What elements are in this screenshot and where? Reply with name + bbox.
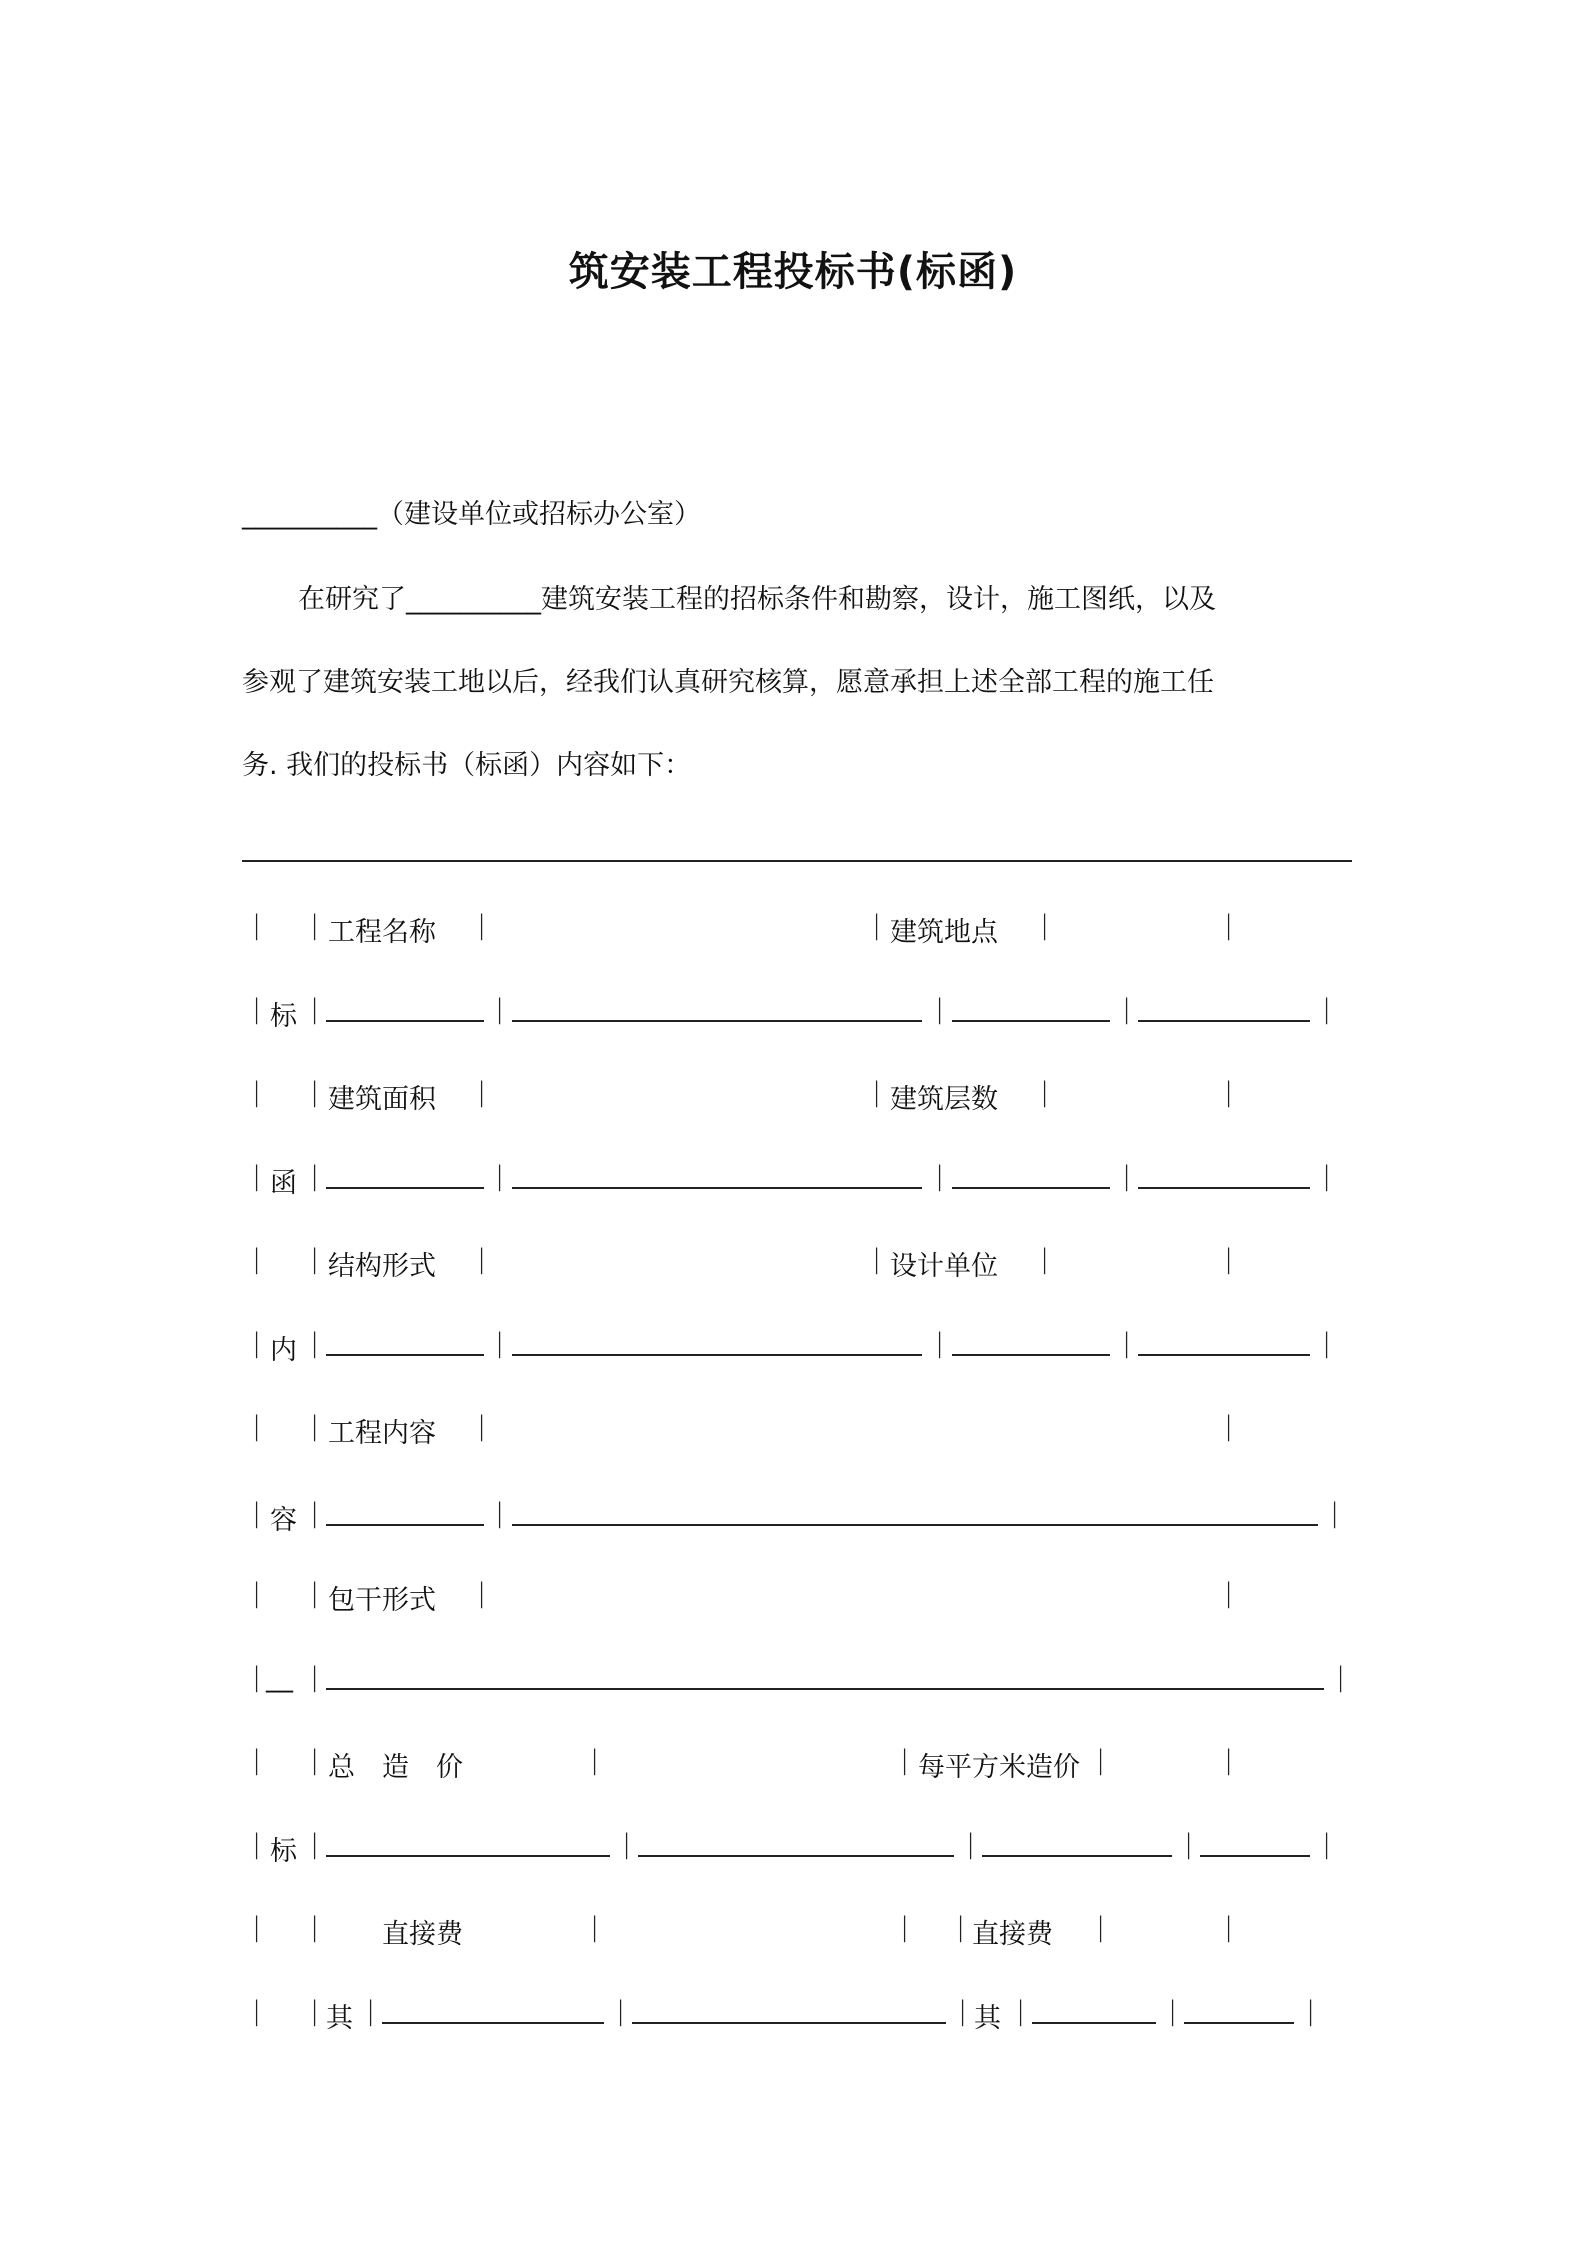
- row-separator: |: [252, 1498, 262, 1529]
- row-separator: |: [310, 1996, 320, 2027]
- row-separator: |: [590, 1912, 600, 1943]
- row-separator: |: [310, 1244, 320, 1275]
- side-label: 容: [270, 1505, 297, 1536]
- field-direct-cost-2-label: 直接费: [972, 1919, 1053, 1950]
- blank-field: [952, 1354, 1110, 1356]
- blank-field: [326, 1524, 484, 1526]
- row-separator: |: [900, 1745, 910, 1776]
- row-separator: |: [1096, 1912, 1106, 1943]
- row-separator: |: [1122, 994, 1132, 1025]
- row-separator: |: [1184, 1829, 1194, 1860]
- row-separator: |: [252, 994, 262, 1025]
- intro-line-3: 务. 我们的投标书（标函）内容如下：: [242, 750, 692, 781]
- row-separator: |: [310, 1328, 320, 1359]
- row-separator: |: [1040, 910, 1050, 941]
- intro-line-2: 参观了建筑安装工地以后，经我们认真研究核算，愿意承担上述全部工程的施工任: [242, 667, 1214, 698]
- row-separator: |: [252, 1829, 262, 1860]
- row-separator: |: [1016, 1996, 1026, 2027]
- row-separator: |: [1122, 1328, 1132, 1359]
- row-separator: |: [1224, 1578, 1234, 1609]
- blank-field: [326, 1020, 484, 1022]
- row-separator: |: [1322, 1829, 1332, 1860]
- side-label: 内: [270, 1335, 297, 1366]
- row-separator: |: [935, 994, 945, 1025]
- row-separator: |: [958, 1996, 968, 2027]
- blank-field: [1184, 2022, 1294, 2024]
- side-label: __: [266, 1662, 293, 1693]
- blank-field: [982, 1855, 1172, 1857]
- row-separator: |: [477, 1244, 487, 1275]
- row-separator: |: [1040, 1077, 1050, 1108]
- row-separator: |: [956, 1912, 966, 1943]
- field-direct-cost-1-label: 直接费: [382, 1919, 463, 1950]
- row-separator: |: [935, 1328, 945, 1359]
- blank-field: [512, 1354, 922, 1356]
- row-separator: |: [872, 1077, 882, 1108]
- row-separator: |: [1224, 1244, 1234, 1275]
- row-separator: |: [252, 1912, 262, 1943]
- row-separator: |: [252, 1996, 262, 2027]
- row-separator: |: [872, 910, 882, 941]
- row-separator: |: [935, 1161, 945, 1192]
- blank-field: [512, 1020, 922, 1022]
- row-separator: |: [252, 1578, 262, 1609]
- field-unit-price-label: 每平方米造价: [918, 1752, 1080, 1783]
- row-separator: |: [310, 1411, 320, 1442]
- row-separator: |: [1224, 1411, 1234, 1442]
- blank-field: [1032, 2022, 1156, 2024]
- field-project-name-label: 工程名称: [328, 917, 436, 948]
- row-separator: |: [310, 1662, 320, 1693]
- blank-field: [326, 1354, 484, 1356]
- row-separator: |: [366, 1996, 376, 2027]
- field-content-label: 工程内容: [328, 1418, 436, 1449]
- blank-field: [952, 1187, 1110, 1189]
- row-separator: |: [590, 1745, 600, 1776]
- qi-label-2: 其: [974, 2003, 1001, 2034]
- row-separator: |: [622, 1829, 632, 1860]
- row-separator: |: [872, 1244, 882, 1275]
- row-separator: |: [310, 1578, 320, 1609]
- document-title: 筑安装工程投标书(标函): [568, 249, 1018, 295]
- row-separator: |: [477, 1578, 487, 1609]
- qi-label-1: 其: [326, 2003, 353, 2034]
- row-separator: |: [310, 1077, 320, 1108]
- row-separator: |: [252, 1328, 262, 1359]
- row-separator: |: [310, 1498, 320, 1529]
- row-separator: |: [1224, 910, 1234, 941]
- addressee-line: __________（建设单位或招标办公室）: [242, 499, 701, 530]
- row-separator: |: [252, 910, 262, 941]
- row-separator: |: [495, 1498, 505, 1529]
- row-separator: |: [900, 1912, 910, 1943]
- row-separator: |: [1040, 1244, 1050, 1275]
- row-separator: |: [495, 1161, 505, 1192]
- row-separator: |: [252, 1077, 262, 1108]
- row-separator: |: [495, 994, 505, 1025]
- row-separator: |: [495, 1328, 505, 1359]
- row-separator: |: [1224, 1745, 1234, 1776]
- table-top-rule: [242, 860, 1352, 862]
- blank-field: [382, 2022, 604, 2024]
- field-total-price-label: 总 造 价: [328, 1752, 463, 1783]
- row-separator: |: [1168, 1996, 1178, 2027]
- row-separator: |: [310, 1745, 320, 1776]
- blank-field: [1138, 1020, 1310, 1022]
- row-separator: |: [1322, 1161, 1332, 1192]
- row-separator: |: [1224, 1912, 1234, 1943]
- blank-field: [512, 1187, 922, 1189]
- row-separator: |: [310, 994, 320, 1025]
- row-separator: |: [310, 910, 320, 941]
- side-label: 标: [270, 1836, 297, 1867]
- blank-field: [1138, 1187, 1310, 1189]
- row-separator: |: [1322, 1328, 1332, 1359]
- field-area-label: 建筑面积: [328, 1084, 436, 1115]
- field-design-unit-label: 设计单位: [890, 1251, 998, 1282]
- row-separator: |: [252, 1662, 262, 1693]
- row-separator: |: [1336, 1662, 1346, 1693]
- field-structure-label: 结构形式: [328, 1251, 436, 1282]
- blank-field: [326, 1855, 610, 1857]
- field-location-label: 建筑地点: [890, 917, 998, 948]
- row-separator: |: [1322, 994, 1332, 1025]
- blank-field: [638, 1855, 954, 1857]
- row-separator: |: [1122, 1161, 1132, 1192]
- blank-field: [952, 1020, 1110, 1022]
- row-separator: |: [252, 1161, 262, 1192]
- row-separator: |: [1224, 1077, 1234, 1108]
- field-floors-label: 建筑层数: [890, 1084, 998, 1115]
- row-separator: |: [310, 1161, 320, 1192]
- row-separator: |: [310, 1829, 320, 1860]
- row-separator: |: [1096, 1745, 1106, 1776]
- blank-field: [512, 1524, 1318, 1526]
- row-separator: |: [252, 1745, 262, 1776]
- field-contract-form-label: 包干形式: [328, 1585, 436, 1616]
- row-separator: |: [1330, 1498, 1340, 1529]
- row-separator: |: [477, 1411, 487, 1442]
- row-separator: |: [966, 1829, 976, 1860]
- blank-field: [1138, 1354, 1310, 1356]
- intro-line-1: 在研究了__________建筑安装工程的招标条件和勘察，设计，施工图纸，以及: [298, 584, 1216, 615]
- row-separator: |: [616, 1996, 626, 2027]
- row-separator: |: [1306, 1996, 1316, 2027]
- blank-field: [326, 1688, 1324, 1690]
- row-separator: |: [252, 1244, 262, 1275]
- row-separator: |: [252, 1411, 262, 1442]
- blank-field: [1200, 1855, 1310, 1857]
- side-label: 函: [270, 1168, 297, 1199]
- side-label: 标: [270, 1001, 297, 1032]
- blank-field: [632, 2022, 946, 2024]
- blank-field: [326, 1187, 484, 1189]
- row-separator: |: [310, 1912, 320, 1943]
- row-separator: |: [477, 910, 487, 941]
- row-separator: |: [477, 1077, 487, 1108]
